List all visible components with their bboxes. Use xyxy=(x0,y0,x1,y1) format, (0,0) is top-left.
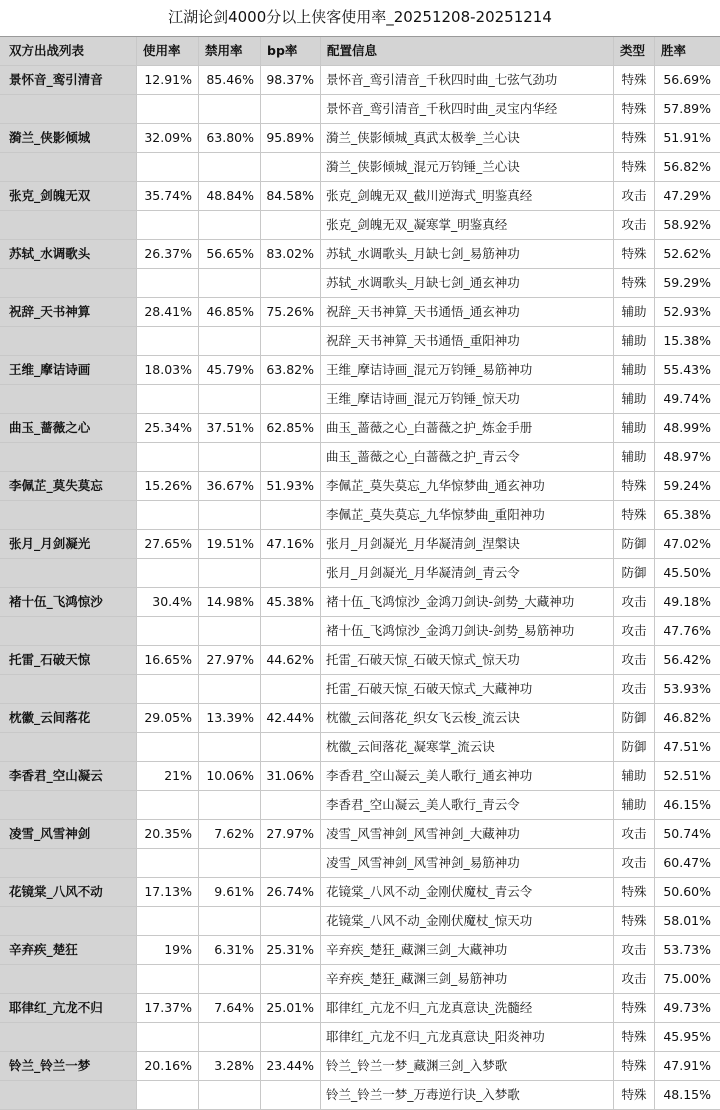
matchup-cell xyxy=(0,443,137,471)
bp-rate-cell xyxy=(261,385,321,413)
ban-rate-cell: 19.51% xyxy=(199,530,261,558)
usage-rate-cell xyxy=(137,675,199,703)
usage-rate-cell xyxy=(137,443,199,471)
matchup-cell xyxy=(0,501,137,529)
config-cell: 铃兰_铃兰一梦_万毒逆行诀_入梦歌 xyxy=(321,1081,614,1109)
config-cell: 花镜棠_八风不动_金刚伏魔杖_青云令 xyxy=(321,878,614,906)
matchup-cell: 漪兰_侠影倾城 xyxy=(0,124,137,152)
matchup-cell xyxy=(0,269,137,297)
win-rate-cell: 51.91% xyxy=(663,130,711,145)
ban-rate-cell xyxy=(199,617,261,645)
config-cell: 张月_月剑凝光_月华凝清剑_青云令 xyxy=(321,559,614,587)
ban-rate-cell xyxy=(199,269,261,297)
type-cell: 攻击 xyxy=(614,965,655,993)
ban-rate-cell: 10.06% xyxy=(199,762,261,790)
table-row xyxy=(0,298,720,327)
table-row xyxy=(0,907,720,936)
type-cell: 辅助 xyxy=(614,385,655,413)
ban-rate-cell xyxy=(199,1023,261,1051)
config-cell: 李佩芷_莫失莫忘_九华惊梦曲_重阳神功 xyxy=(321,501,614,529)
usage-rate-cell xyxy=(137,733,199,761)
win-rate-cell: 47.91% xyxy=(663,1058,711,1073)
table-row xyxy=(0,240,720,269)
usage-rate-cell xyxy=(137,269,199,297)
ban-rate-cell xyxy=(199,849,261,877)
usage-rate-cell xyxy=(137,95,199,123)
usage-table xyxy=(0,36,720,1110)
win-rate-cell: 58.92% xyxy=(663,217,711,232)
config-cell: 苏轼_水调歌头_月缺七剑_通玄神功 xyxy=(321,269,614,297)
matchup-cell: 苏轼_水调歌头 xyxy=(0,240,137,268)
header-usage-rate: 使用率 xyxy=(137,37,199,65)
type-cell: 辅助 xyxy=(614,298,655,326)
table-row xyxy=(0,1052,720,1081)
win-rate-cell: 49.18% xyxy=(663,594,711,609)
type-cell: 辅助 xyxy=(614,791,655,819)
ban-rate-cell xyxy=(199,211,261,239)
bp-rate-cell xyxy=(261,327,321,355)
matchup-cell xyxy=(0,1023,137,1051)
win-rate-cell: 52.62% xyxy=(663,246,711,261)
usage-rate-cell xyxy=(137,617,199,645)
win-rate-cell: 45.95% xyxy=(663,1029,711,1044)
table-row xyxy=(0,95,720,124)
win-rate-cell: 65.38% xyxy=(663,507,711,522)
bp-rate-cell: 42.44% xyxy=(261,704,321,732)
win-rate-cell: 58.01% xyxy=(663,913,711,928)
usage-rate-cell: 20.16% xyxy=(137,1052,199,1080)
usage-rate-cell xyxy=(137,965,199,993)
usage-rate-cell: 12.91% xyxy=(137,66,199,94)
header-config: 配置信息 xyxy=(321,37,614,65)
matchup-cell: 耶律红_亢龙不归 xyxy=(0,994,137,1022)
ban-rate-cell xyxy=(199,95,261,123)
usage-rate-cell xyxy=(137,1081,199,1109)
bp-rate-cell: 47.16% xyxy=(261,530,321,558)
bp-rate-cell: 25.01% xyxy=(261,994,321,1022)
ban-rate-cell: 14.98% xyxy=(199,588,261,616)
usage-rate-cell xyxy=(137,791,199,819)
type-cell: 辅助 xyxy=(614,443,655,471)
usage-rate-cell: 30.4% xyxy=(137,588,199,616)
usage-rate-cell: 32.09% xyxy=(137,124,199,152)
table-row xyxy=(0,1081,720,1110)
usage-rate-cell xyxy=(137,559,199,587)
matchup-cell: 张克_剑魄无双 xyxy=(0,182,137,210)
win-rate-cell: 50.60% xyxy=(663,884,711,899)
win-rate-cell: 47.51% xyxy=(663,739,711,754)
bp-rate-cell: 23.44% xyxy=(261,1052,321,1080)
bp-rate-cell xyxy=(261,849,321,877)
matchup-cell xyxy=(0,907,137,935)
header-win-rate: 胜率 xyxy=(661,43,687,58)
config-cell: 李香君_空山凝云_美人歌行_青云令 xyxy=(321,791,614,819)
matchup-cell xyxy=(0,327,137,355)
table-row xyxy=(0,965,720,994)
win-rate-cell: 48.97% xyxy=(663,449,711,464)
bp-rate-cell xyxy=(261,269,321,297)
matchup-cell xyxy=(0,849,137,877)
usage-rate-cell: 19% xyxy=(137,936,199,964)
type-cell: 辅助 xyxy=(614,414,655,442)
type-cell: 攻击 xyxy=(614,182,655,210)
config-cell: 耶律红_亢龙不归_亢龙真意诀_阳炎神功 xyxy=(321,1023,614,1051)
bp-rate-cell xyxy=(261,443,321,471)
matchup-cell: 凌雪_风雪神剑 xyxy=(0,820,137,848)
bp-rate-cell xyxy=(261,95,321,123)
type-cell: 攻击 xyxy=(614,646,655,674)
config-cell: 托雷_石破天惊_石破天惊式_大藏神功 xyxy=(321,675,614,703)
table-header-row xyxy=(0,37,720,66)
win-rate-cell: 49.74% xyxy=(663,391,711,406)
win-rate-cell: 56.42% xyxy=(663,652,711,667)
config-cell: 曲玉_蔷薇之心_白蔷薇之护_青云令 xyxy=(321,443,614,471)
ban-rate-cell xyxy=(199,385,261,413)
ban-rate-cell: 7.62% xyxy=(199,820,261,848)
win-rate-cell: 45.50% xyxy=(663,565,711,580)
bp-rate-cell xyxy=(261,1081,321,1109)
config-cell: 漪兰_侠影倾城_混元万钧锤_兰心诀 xyxy=(321,153,614,181)
ban-rate-cell: 56.65% xyxy=(199,240,261,268)
bp-rate-cell: 44.62% xyxy=(261,646,321,674)
bp-rate-cell xyxy=(261,153,321,181)
matchup-cell: 祝辞_天书神算 xyxy=(0,298,137,326)
win-rate-cell: 60.47% xyxy=(663,855,711,870)
ban-rate-cell xyxy=(199,965,261,993)
table-row xyxy=(0,617,720,646)
bp-rate-cell: 98.37% xyxy=(261,66,321,94)
config-cell: 景怀音_鸾引清音_千秋四时曲_七弦气劲功 xyxy=(321,66,614,94)
matchup-cell xyxy=(0,153,137,181)
bp-rate-cell xyxy=(261,617,321,645)
matchup-cell xyxy=(0,733,137,761)
bp-rate-cell: 95.89% xyxy=(261,124,321,152)
config-cell: 辛弃疾_楚狂_藏渊三剑_大藏神功 xyxy=(321,936,614,964)
type-cell: 特殊 xyxy=(614,472,655,500)
usage-rate-cell xyxy=(137,501,199,529)
type-cell: 攻击 xyxy=(614,820,655,848)
win-rate-cell: 55.43% xyxy=(663,362,711,377)
config-cell: 枕徽_云间落花_凝寒掌_流云诀 xyxy=(321,733,614,761)
matchup-cell: 托雷_石破天惊 xyxy=(0,646,137,674)
matchup-cell xyxy=(0,385,137,413)
usage-rate-cell xyxy=(137,385,199,413)
config-cell: 张克_剑魄无双_凝寒掌_明鉴真经 xyxy=(321,211,614,239)
table-row xyxy=(0,762,720,791)
type-cell: 特殊 xyxy=(614,907,655,935)
ban-rate-cell xyxy=(199,327,261,355)
bp-rate-cell xyxy=(261,675,321,703)
config-cell: 祝辞_天书神算_天书通悟_通玄神功 xyxy=(321,298,614,326)
win-rate-cell: 50.74% xyxy=(663,826,711,841)
usage-rate-cell: 28.41% xyxy=(137,298,199,326)
table-row xyxy=(0,733,720,762)
matchup-cell xyxy=(0,559,137,587)
win-rate-cell: 59.29% xyxy=(663,275,711,290)
config-cell: 辛弃疾_楚狂_藏渊三剑_易筋神功 xyxy=(321,965,614,993)
table-row xyxy=(0,66,720,95)
usage-rate-cell: 35.74% xyxy=(137,182,199,210)
table-row xyxy=(0,791,720,820)
table-row xyxy=(0,878,720,907)
ban-rate-cell: 46.85% xyxy=(199,298,261,326)
type-cell: 特殊 xyxy=(614,124,655,152)
ban-rate-cell: 6.31% xyxy=(199,936,261,964)
type-cell: 特殊 xyxy=(614,240,655,268)
config-cell: 张月_月剑凝光_月华凝清剑_涅槃诀 xyxy=(321,530,614,558)
table-row xyxy=(0,1023,720,1052)
bp-rate-cell xyxy=(261,791,321,819)
table-row xyxy=(0,269,720,298)
config-cell: 李佩芷_莫失莫忘_九华惊梦曲_通玄神功 xyxy=(321,472,614,500)
win-rate-cell: 47.76% xyxy=(663,623,711,638)
config-cell: 褚十伍_飞鸿惊沙_金鸿刀剑诀-剑势_易筋神功 xyxy=(321,617,614,645)
table-row xyxy=(0,414,720,443)
win-rate-cell: 53.73% xyxy=(663,942,711,957)
ban-rate-cell xyxy=(199,791,261,819)
table-row xyxy=(0,472,720,501)
config-cell: 李香君_空山凝云_美人歌行_通玄神功 xyxy=(321,762,614,790)
header-type: 类型 xyxy=(614,37,655,65)
ban-rate-cell: 37.51% xyxy=(199,414,261,442)
bp-rate-cell: 75.26% xyxy=(261,298,321,326)
bp-rate-cell: 84.58% xyxy=(261,182,321,210)
bp-rate-cell xyxy=(261,501,321,529)
usage-rate-cell: 25.34% xyxy=(137,414,199,442)
ban-rate-cell: 36.67% xyxy=(199,472,261,500)
type-cell: 攻击 xyxy=(614,211,655,239)
win-rate-cell: 57.89% xyxy=(663,101,711,116)
usage-rate-cell: 21% xyxy=(137,762,199,790)
ban-rate-cell: 63.80% xyxy=(199,124,261,152)
matchup-cell xyxy=(0,211,137,239)
usage-rate-cell: 26.37% xyxy=(137,240,199,268)
win-rate-cell: 46.15% xyxy=(663,797,711,812)
ban-rate-cell xyxy=(199,675,261,703)
type-cell: 防御 xyxy=(614,704,655,732)
table-row xyxy=(0,530,720,559)
type-cell: 防御 xyxy=(614,733,655,761)
matchup-cell: 曲玉_蔷薇之心 xyxy=(0,414,137,442)
config-cell: 曲玉_蔷薇之心_白蔷薇之护_炼金手册 xyxy=(321,414,614,442)
table-row xyxy=(0,588,720,617)
type-cell: 特殊 xyxy=(614,878,655,906)
win-rate-cell: 52.93% xyxy=(663,304,711,319)
type-cell: 攻击 xyxy=(614,936,655,964)
matchup-cell: 花镜棠_八风不动 xyxy=(0,878,137,906)
ban-rate-cell: 27.97% xyxy=(199,646,261,674)
matchup-cell xyxy=(0,1081,137,1109)
table-row xyxy=(0,501,720,530)
table-row xyxy=(0,849,720,878)
table-row xyxy=(0,559,720,588)
table-row xyxy=(0,153,720,182)
matchup-cell xyxy=(0,617,137,645)
table-row xyxy=(0,936,720,965)
config-cell: 漪兰_侠影倾城_真武太极拳_兰心诀 xyxy=(321,124,614,152)
bp-rate-cell: 45.38% xyxy=(261,588,321,616)
bp-rate-cell: 51.93% xyxy=(261,472,321,500)
ban-rate-cell: 45.79% xyxy=(199,356,261,384)
table-row xyxy=(0,327,720,356)
matchup-cell: 李佩芷_莫失莫忘 xyxy=(0,472,137,500)
type-cell: 特殊 xyxy=(614,1052,655,1080)
bp-rate-cell xyxy=(261,907,321,935)
usage-rate-cell: 18.03% xyxy=(137,356,199,384)
matchup-cell: 褚十伍_飞鸿惊沙 xyxy=(0,588,137,616)
win-rate-cell: 48.99% xyxy=(663,420,711,435)
usage-rate-cell: 16.65% xyxy=(137,646,199,674)
config-cell: 托雷_石破天惊_石破天惊式_惊天功 xyxy=(321,646,614,674)
matchup-cell: 李香君_空山凝云 xyxy=(0,762,137,790)
ban-rate-cell xyxy=(199,559,261,587)
type-cell: 辅助 xyxy=(614,327,655,355)
table-row xyxy=(0,820,720,849)
type-cell: 攻击 xyxy=(614,588,655,616)
ban-rate-cell xyxy=(199,501,261,529)
bp-rate-cell xyxy=(261,733,321,761)
win-rate-cell: 75.00% xyxy=(663,971,711,986)
bp-rate-cell: 26.74% xyxy=(261,878,321,906)
config-cell: 苏轼_水调歌头_月缺七剑_易筋神功 xyxy=(321,240,614,268)
table-row xyxy=(0,124,720,153)
usage-rate-cell xyxy=(137,327,199,355)
matchup-cell: 辛弃疾_楚狂 xyxy=(0,936,137,964)
type-cell: 辅助 xyxy=(614,762,655,790)
usage-rate-cell: 29.05% xyxy=(137,704,199,732)
bp-rate-cell: 27.97% xyxy=(261,820,321,848)
ban-rate-cell xyxy=(199,733,261,761)
matchup-cell xyxy=(0,675,137,703)
config-cell: 景怀音_鸾引清音_千秋四时曲_灵宝内华经 xyxy=(321,95,614,123)
config-cell: 耶律红_亢龙不归_亢龙真意诀_洗髓经 xyxy=(321,994,614,1022)
config-cell: 凌雪_风雪神剑_风雪神剑_易筋神功 xyxy=(321,849,614,877)
win-rate-cell: 53.93% xyxy=(663,681,711,696)
table-row xyxy=(0,211,720,240)
type-cell: 攻击 xyxy=(614,849,655,877)
bp-rate-cell xyxy=(261,1023,321,1051)
win-rate-cell: 47.02% xyxy=(663,536,711,551)
bp-rate-cell: 63.82% xyxy=(261,356,321,384)
table-row xyxy=(0,704,720,733)
table-row xyxy=(0,646,720,675)
matchup-cell: 枕徽_云间落花 xyxy=(0,704,137,732)
usage-rate-cell: 17.37% xyxy=(137,994,199,1022)
win-rate-cell: 48.15% xyxy=(663,1087,711,1102)
usage-rate-cell: 15.26% xyxy=(137,472,199,500)
win-rate-cell: 49.73% xyxy=(663,1000,711,1015)
page-title: 江湖论剑4000分以上侠客使用率_20251208-20251214 xyxy=(168,8,552,26)
config-cell: 铃兰_铃兰一梦_藏渊三剑_入梦歌 xyxy=(321,1052,614,1080)
type-cell: 特殊 xyxy=(614,994,655,1022)
config-cell: 王维_摩诘诗画_混元万钧锤_易筋神功 xyxy=(321,356,614,384)
win-rate-cell: 46.82% xyxy=(663,710,711,725)
ban-rate-cell: 85.46% xyxy=(199,66,261,94)
header-ban-rate: 禁用率 xyxy=(199,37,261,65)
type-cell: 攻击 xyxy=(614,617,655,645)
ban-rate-cell: 3.28% xyxy=(199,1052,261,1080)
ban-rate-cell xyxy=(199,443,261,471)
config-cell: 王维_摩诘诗画_混元万钧锤_惊天功 xyxy=(321,385,614,413)
bp-rate-cell: 83.02% xyxy=(261,240,321,268)
win-rate-cell: 56.69% xyxy=(663,72,711,87)
type-cell: 防御 xyxy=(614,530,655,558)
bp-rate-cell: 31.06% xyxy=(261,762,321,790)
table-row xyxy=(0,443,720,472)
usage-rate-cell xyxy=(137,153,199,181)
header-matchup: 双方出战列表 xyxy=(0,37,137,65)
type-cell: 特殊 xyxy=(614,269,655,297)
usage-rate-cell xyxy=(137,211,199,239)
table-row xyxy=(0,994,720,1023)
table-row xyxy=(0,385,720,414)
ban-rate-cell: 9.61% xyxy=(199,878,261,906)
matchup-cell xyxy=(0,965,137,993)
ban-rate-cell xyxy=(199,153,261,181)
usage-rate-cell xyxy=(137,849,199,877)
matchup-cell: 景怀音_鸾引清音 xyxy=(0,66,137,94)
type-cell: 特殊 xyxy=(614,153,655,181)
ban-rate-cell: 48.84% xyxy=(199,182,261,210)
type-cell: 特殊 xyxy=(614,1023,655,1051)
usage-rate-cell xyxy=(137,907,199,935)
win-rate-cell: 59.24% xyxy=(663,478,711,493)
matchup-cell: 王维_摩诘诗画 xyxy=(0,356,137,384)
win-rate-cell: 56.82% xyxy=(663,159,711,174)
bp-rate-cell: 25.31% xyxy=(261,936,321,964)
config-cell: 枕徽_云间落花_织女飞云梭_流云诀 xyxy=(321,704,614,732)
ban-rate-cell: 13.39% xyxy=(199,704,261,732)
config-cell: 凌雪_风雪神剑_风雪神剑_大藏神功 xyxy=(321,820,614,848)
ban-rate-cell: 7.64% xyxy=(199,994,261,1022)
usage-rate-cell: 27.65% xyxy=(137,530,199,558)
table-row xyxy=(0,182,720,211)
config-cell: 褚十伍_飞鸿惊沙_金鸿刀剑诀-剑势_大藏神功 xyxy=(321,588,614,616)
matchup-cell: 铃兰_铃兰一梦 xyxy=(0,1052,137,1080)
config-cell: 张克_剑魄无双_截川逆海式_明鉴真经 xyxy=(321,182,614,210)
table-row xyxy=(0,675,720,704)
header-bp-rate: bp率 xyxy=(261,37,321,65)
ban-rate-cell xyxy=(199,1081,261,1109)
bp-rate-cell xyxy=(261,965,321,993)
bp-rate-cell xyxy=(261,559,321,587)
type-cell: 特殊 xyxy=(614,501,655,529)
table-row xyxy=(0,356,720,385)
config-cell: 花镜棠_八风不动_金刚伏魔杖_惊天功 xyxy=(321,907,614,935)
bp-rate-cell xyxy=(261,211,321,239)
type-cell: 特殊 xyxy=(614,95,655,123)
win-rate-cell: 52.51% xyxy=(663,768,711,783)
win-rate-cell: 15.38% xyxy=(663,333,711,348)
ban-rate-cell xyxy=(199,907,261,935)
usage-rate-cell xyxy=(137,1023,199,1051)
type-cell: 辅助 xyxy=(614,356,655,384)
usage-rate-cell: 17.13% xyxy=(137,878,199,906)
usage-rate-cell: 20.35% xyxy=(137,820,199,848)
win-rate-cell: 47.29% xyxy=(663,188,711,203)
type-cell: 特殊 xyxy=(614,1081,655,1109)
type-cell: 攻击 xyxy=(614,675,655,703)
type-cell: 防御 xyxy=(614,559,655,587)
bp-rate-cell: 62.85% xyxy=(261,414,321,442)
matchup-cell xyxy=(0,791,137,819)
matchup-cell xyxy=(0,95,137,123)
config-cell: 祝辞_天书神算_天书通悟_重阳神功 xyxy=(321,327,614,355)
type-cell: 特殊 xyxy=(614,66,655,94)
matchup-cell: 张月_月剑凝光 xyxy=(0,530,137,558)
